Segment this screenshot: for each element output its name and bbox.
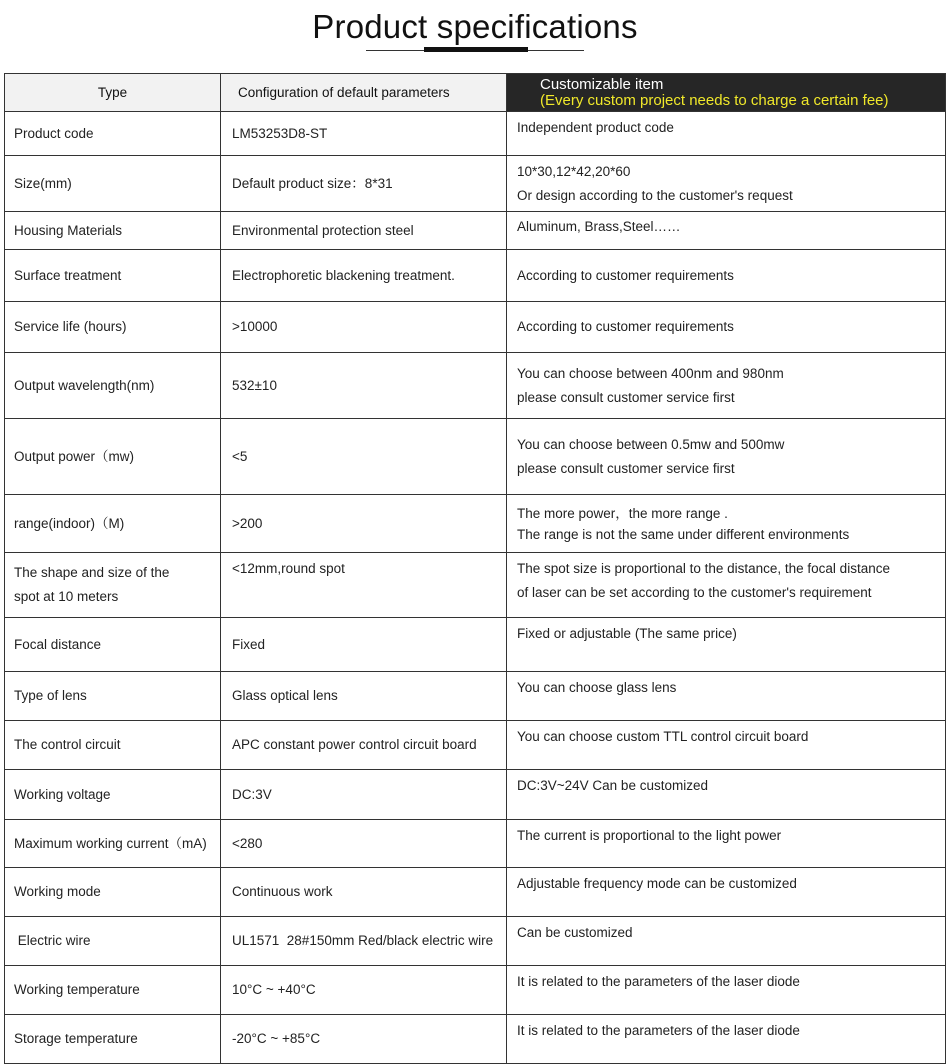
- cell-default: Environmental protection steel: [221, 212, 507, 250]
- cell-type: Surface treatment: [5, 250, 221, 302]
- cell-default: Fixed: [221, 618, 507, 672]
- cell-custom-line: Independent product code: [517, 120, 674, 135]
- cell-custom: [507, 820, 946, 868]
- cell-type: Output power（mw): [5, 419, 221, 495]
- cell-default: UL1571 28#150mm Red/black electric wire: [221, 917, 507, 966]
- cell-type: [5, 553, 221, 618]
- cell-custom: [507, 917, 946, 966]
- cell-custom-line: DC:3V~24V Can be customized: [517, 778, 708, 793]
- cell-custom-line: It is related to the parameters of the laser diode: [517, 974, 800, 989]
- cell-custom: [507, 553, 946, 618]
- cell-custom: [507, 353, 946, 419]
- cell-custom-line: Or design according to the customer's request: [517, 187, 793, 203]
- cell-custom: [507, 618, 946, 672]
- cell-custom-line: Fixed or adjustable (The same price): [517, 626, 737, 641]
- table-row: [5, 250, 946, 302]
- cell-custom-line: According to customer requirements: [517, 319, 734, 334]
- cell-default: APC constant power control circuit board: [221, 721, 507, 770]
- title-underline-thick: [424, 47, 528, 52]
- cell-custom-line: 10*30,12*42,20*60: [517, 163, 631, 179]
- cell-type: Working temperature: [5, 966, 221, 1015]
- table-row: [5, 353, 946, 419]
- table-row: [5, 917, 946, 966]
- header-type: Type: [5, 74, 221, 112]
- cell-custom-line: The current is proportional to the light power: [517, 828, 782, 843]
- table-row: [5, 495, 946, 553]
- header-default: Configuration of default parameters: [221, 74, 507, 112]
- table-row: [5, 112, 946, 156]
- cell-type: Housing Materials: [5, 212, 221, 250]
- cell-type-line: spot at 10 meters: [14, 589, 119, 604]
- cell-custom-line: The more power，the more range .: [517, 505, 728, 521]
- cell-type: Electric wire: [5, 917, 221, 966]
- table-row: [5, 618, 946, 672]
- table-row: [5, 553, 946, 618]
- cell-default: [221, 553, 507, 618]
- table-row: [5, 302, 946, 353]
- cell-default: <280: [221, 820, 507, 868]
- table-row: [5, 672, 946, 721]
- cell-custom: [507, 212, 946, 250]
- table-row: [5, 156, 946, 212]
- cell-custom: [507, 112, 946, 156]
- cell-type: Working mode: [5, 868, 221, 917]
- cell-type: Focal distance: [5, 618, 221, 672]
- cell-custom-line: of laser can be set according to the customer's requirement: [517, 585, 872, 600]
- cell-custom-line: please consult customer service first: [517, 389, 735, 405]
- table-row: [5, 966, 946, 1015]
- table-row: [5, 419, 946, 495]
- table-row: [5, 820, 946, 868]
- cell-default: Default product size：8*31: [221, 156, 507, 212]
- header-custom-title: Customizable item: [540, 75, 664, 93]
- cell-custom: [507, 721, 946, 770]
- cell-default: -20°C ~ +85°C: [221, 1015, 507, 1064]
- table-header-row: [5, 74, 946, 112]
- cell-default: DC:3V: [221, 770, 507, 820]
- cell-custom-line: It is related to the parameters of the laser diode: [517, 1023, 800, 1038]
- cell-custom-line: Adjustable frequency mode can be customized: [517, 876, 797, 891]
- cell-custom-line: According to customer requirements: [517, 267, 734, 283]
- cell-custom: [507, 966, 946, 1015]
- cell-custom-line: The range is not the same under different environments: [517, 526, 850, 542]
- table-row: [5, 212, 946, 250]
- cell-default: Glass optical lens: [221, 672, 507, 721]
- cell-custom: [507, 672, 946, 721]
- spec-table: [4, 73, 946, 1064]
- cell-custom-line: please consult customer service first: [517, 460, 735, 476]
- cell-custom: [507, 250, 946, 302]
- header-custom-note: (Every custom project needs to charge a certain fee): [540, 91, 889, 109]
- cell-type: Service life (hours): [5, 302, 221, 353]
- cell-default-line: <12mm,round spot: [232, 561, 345, 576]
- cell-custom-line: You can choose between 400nm and 980nm: [517, 365, 784, 381]
- table-row: [5, 721, 946, 770]
- cell-custom: [507, 156, 946, 212]
- cell-custom: [507, 770, 946, 820]
- cell-type: Product code: [5, 112, 221, 156]
- cell-type: Type of lens: [5, 672, 221, 721]
- cell-custom: [507, 495, 946, 553]
- cell-type: Storage temperature: [5, 1015, 221, 1064]
- cell-custom: [507, 868, 946, 917]
- cell-default: >10000: [221, 302, 507, 353]
- page-title: Product specifications: [312, 8, 638, 45]
- cell-custom: [507, 302, 946, 353]
- cell-default: Continuous work: [221, 868, 507, 917]
- table-row: [5, 770, 946, 820]
- cell-type: The control circuit: [5, 721, 221, 770]
- cell-type: Size(mm): [5, 156, 221, 212]
- cell-type: Maximum working current（mA): [5, 820, 221, 868]
- cell-default: 532±10: [221, 353, 507, 419]
- cell-type: Output wavelength(nm): [5, 353, 221, 419]
- cell-custom: [507, 419, 946, 495]
- cell-default: >200: [221, 495, 507, 553]
- cell-default: <5: [221, 419, 507, 495]
- cell-type-line: The shape and size of the: [14, 565, 170, 580]
- header-custom: [507, 74, 946, 112]
- cell-custom-line: The spot size is proportional to the distance, the focal distance: [517, 561, 890, 576]
- cell-custom: [507, 1015, 946, 1064]
- cell-custom-line: You can choose between 0.5mw and 500mw: [517, 436, 785, 452]
- cell-default: Electrophoretic blackening treatment.: [221, 250, 507, 302]
- cell-default: 10°C ~ +40°C: [221, 966, 507, 1015]
- cell-custom-line: You can choose custom TTL control circuit board: [517, 729, 809, 744]
- cell-custom-line: Can be customized: [517, 925, 633, 940]
- cell-type: range(indoor)（M): [5, 495, 221, 553]
- cell-default: LM53253D8-ST: [221, 112, 507, 156]
- cell-custom-line: You can choose glass lens: [517, 680, 677, 695]
- cell-custom-line: Aluminum, Brass,Steel……: [517, 219, 681, 234]
- table-row: [5, 1015, 946, 1064]
- cell-type: Working voltage: [5, 770, 221, 820]
- table-row: [5, 868, 946, 917]
- title-area: [0, 0, 950, 72]
